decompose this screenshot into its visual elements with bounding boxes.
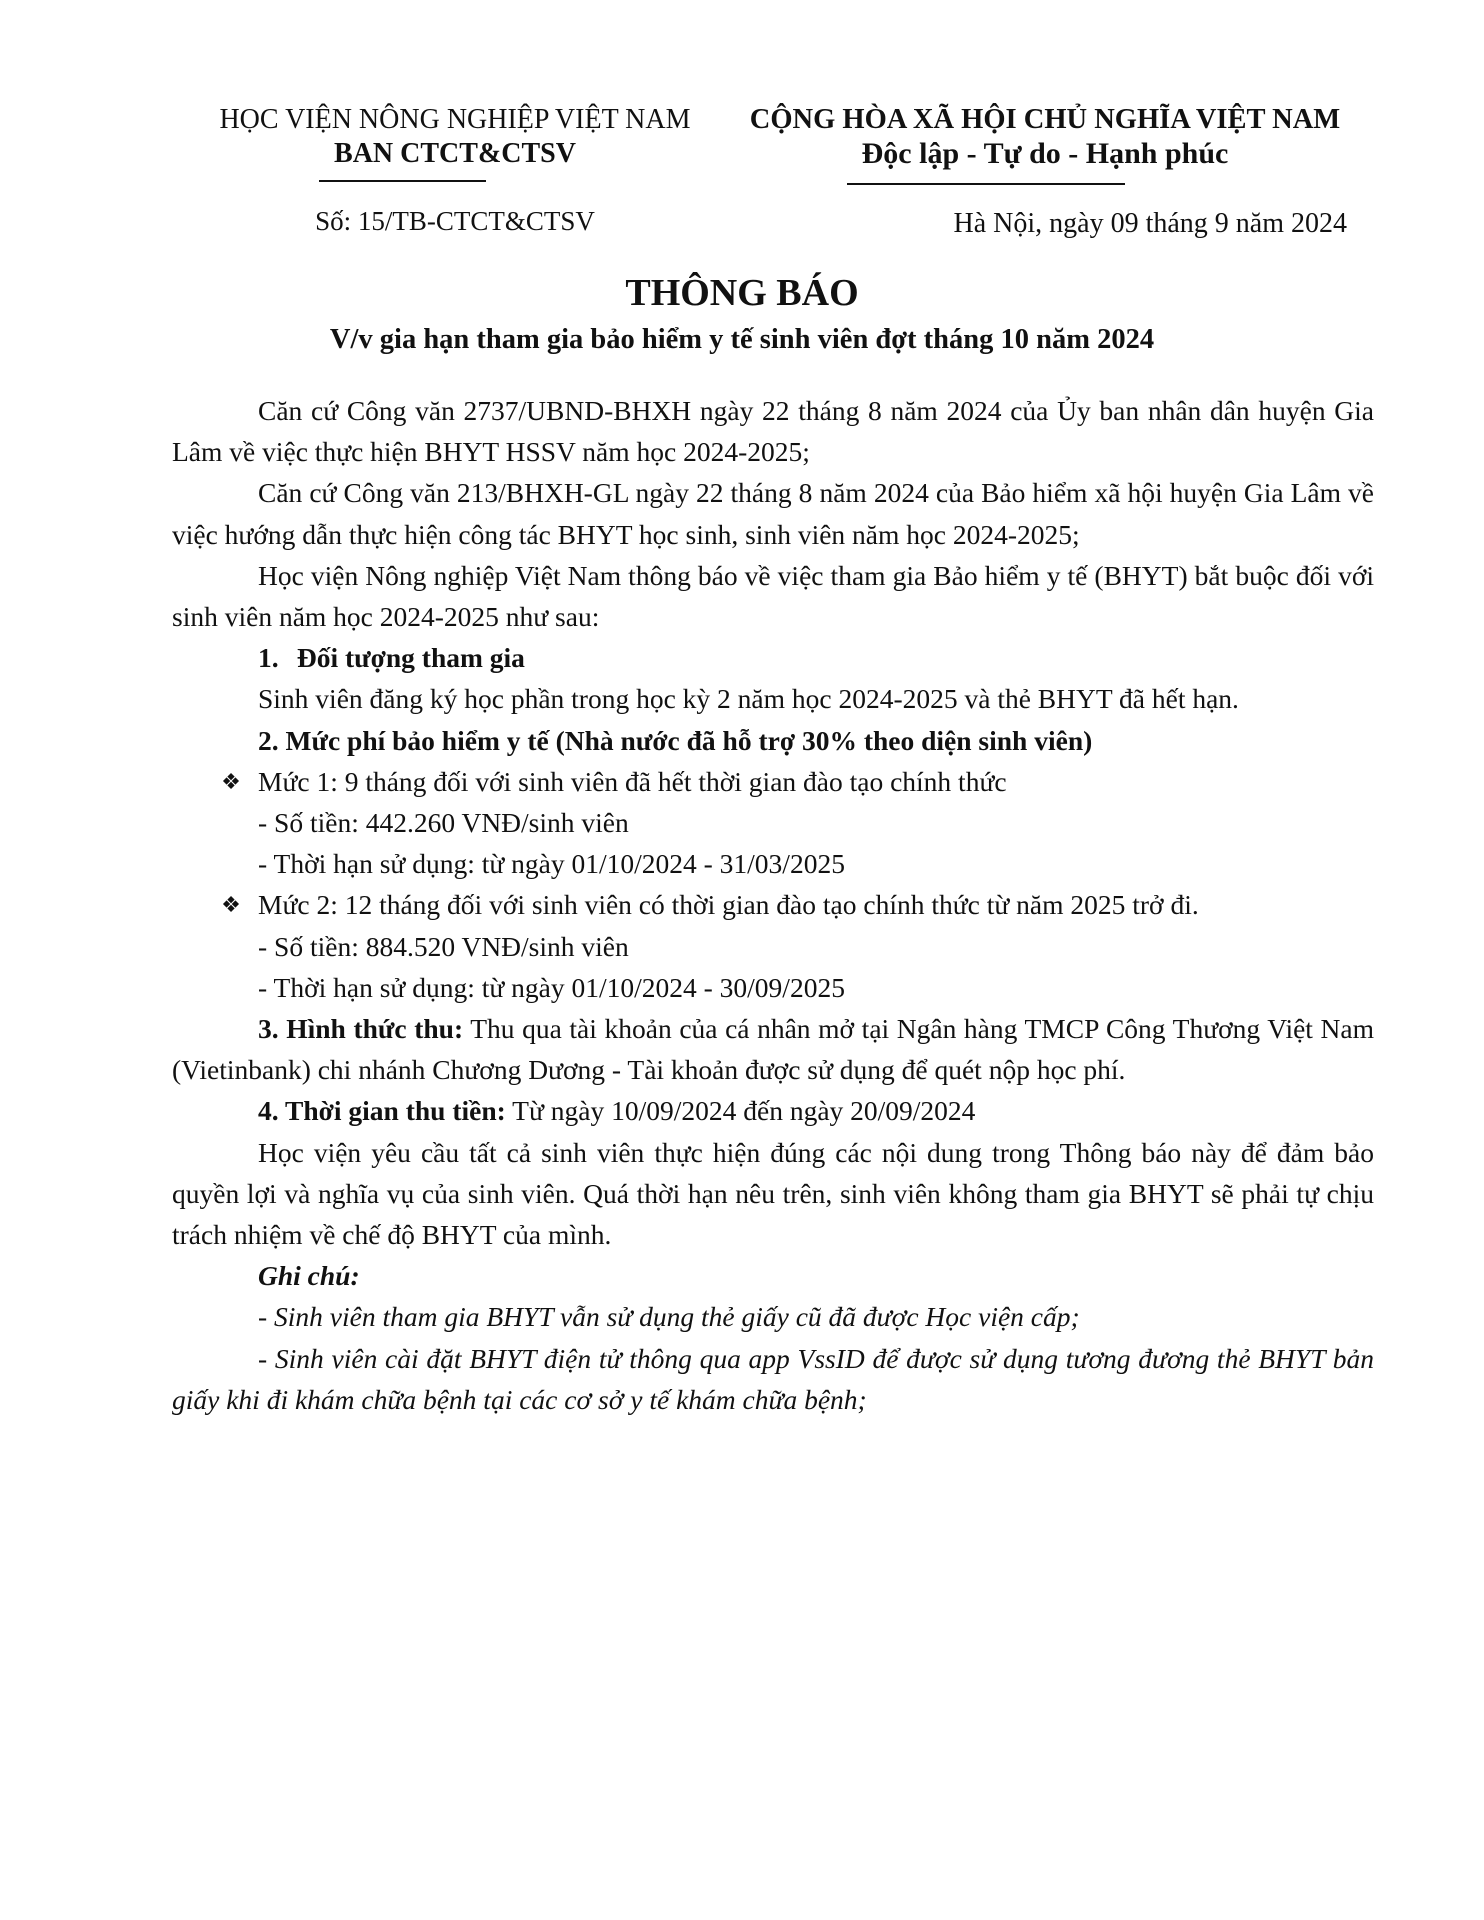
issuer-dept: BAN CTCT&CTSV [334,138,576,169]
issuer-block [190,103,720,171]
fee-level-1-amount: - Số tiền: 442.260 VNĐ/sinh viên [258,807,629,839]
document-date: Hà Nội, ngày 09 tháng 9 năm 2024 [953,208,1347,239]
document-subject: V/v gia hạn tham gia bảo hiểm y tế sinh viên đợt tháng 10 năm 2024 [329,324,1155,355]
legal-basis-1: Căn cứ Công văn 2737/UBND-BHXH ngày 22 tháng 8 năm 2024 của Ủy ban nhân dân huyện Gia Lâm về việc thực hiện BHYT HSSV năm học 2024-2025; [172,395,1374,468]
document-body [172,390,1374,1420]
section-1-title: Đối tượng tham gia [296,642,525,674]
note-item: - Sinh viên cài đặt BHYT điện tử thông qua app VssID để được sử dụng tương đương thẻ BHYT bản giấy khi đi khám chữa bệnh tại các cơ sở y tế khám chữa bệnh; [172,1342,1374,1415]
fee-level-2 [172,884,1374,925]
closing-paragraph: Học viện yêu cầu tất cả sinh viên thực hiện đúng các nội dung trong Thông báo này để đảm bảo quyền lợi và nghĩa vụ của sinh viên. Quá thời hạn nêu trên, sinh viên không tham gia BHYT sẽ phải tự chịu trách nhiệm về chế độ BHYT của mình. [172,1136,1374,1251]
section-4 [172,1090,1374,1131]
section-1-heading [172,637,1374,678]
section-4-text: Từ ngày 10/09/2024 đến ngày 20/09/2024 [512,1095,976,1127]
section-2-heading: 2. Mức phí bảo hiểm y tế (Nhà nước đã hỗ trợ 30% theo diện sinh viên) [258,724,1093,756]
section-1-text: Sinh viên đăng ký học phần trong học kỳ 2 năm học 2024-2025 và thẻ BHYT đã hết hạn. [258,683,1239,715]
fee-level-1 [172,761,1374,802]
section-4-label: 4. Thời gian thu tiền: [258,1095,506,1127]
issuer-org: HỌC VIỆN NÔNG NGHIỆP VIỆT NAM [219,104,691,135]
diamond-bullet-icon: ❖ [221,892,241,918]
intro-paragraph: Học viện Nông nghiệp Việt Nam thông báo về việc tham gia Bảo hiểm y tế (BHYT) bắt buộc đối với sinh viên năm học 2024-2025 như sau: [172,559,1374,633]
document-title: THÔNG BÁO [625,272,859,314]
national-motto: Độc lập - Tự do - Hạnh phúc [861,137,1229,170]
section-1-number: 1. [258,642,279,674]
motto-underline [847,183,1125,185]
national-header-block [730,103,1360,171]
notes-heading: Ghi chú: [258,1260,360,1292]
issuer-underline [319,180,486,182]
section-3-text: Thu qua tài khoản của cá nhân mở tại Ngân hàng TMCP Công Thương Việt Nam (Vietinbank) chi nhánh Chương Dương - Tài khoản được sử dụng để quét nộp học phí. [172,1013,1374,1086]
document-number: Số: 15/TB-CTCT&CTSV [315,206,595,236]
fee-level-1-period: - Thời hạn sử dụng: từ ngày 01/10/2024 - 31/03/2025 [258,848,845,880]
diamond-bullet-icon: ❖ [221,768,241,794]
fee-level-2-title: Mức 2: 12 tháng đối với sinh viên có thời gian đào tạo chính thức từ năm 2025 trở đi. [258,889,1199,921]
legal-basis-2: Căn cứ Công văn 213/BHXH-GL ngày 22 tháng 8 năm 2024 của Bảo hiểm xã hội huyện Gia Lâm về việc hướng dẫn thực hiện công tác BHYT học sinh, sinh viên năm học 2024-2025; [172,477,1374,550]
fee-level-2-amount: - Số tiền: 884.520 VNĐ/sinh viên [258,930,629,962]
note-item: - Sinh viên tham gia BHYT vẫn sử dụng thẻ giấy cũ đã được Học viện cấp; [258,1301,1080,1333]
fee-level-2-period: - Thời hạn sử dụng: từ ngày 01/10/2024 - 30/09/2025 [258,971,845,1003]
section-3-label: 3. Hình thức thu: [258,1013,464,1045]
country-name: CỘNG HÒA XÃ HỘI CHỦ NGHĨA VIỆT NAM [749,104,1341,135]
fee-level-1-title: Mức 1: 9 tháng đối với sinh viên đã hết thời gian đào tạo chính thức [258,765,1007,797]
section-3 [172,1008,1374,1090]
